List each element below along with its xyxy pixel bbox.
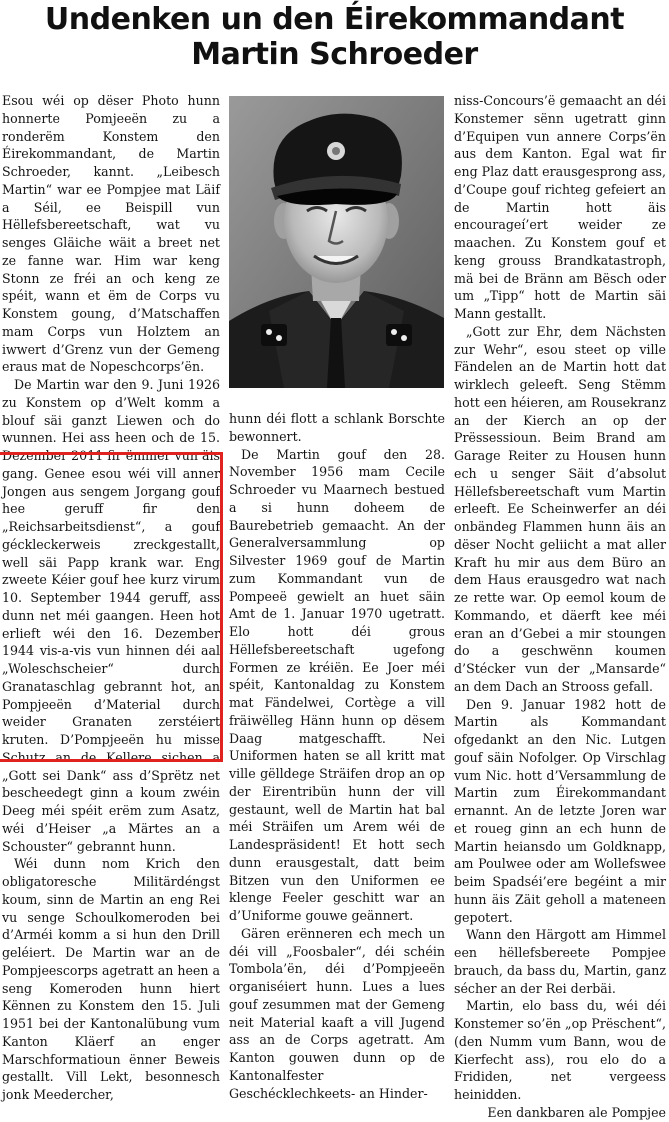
paragraph: Gären erënneren ech mech un déi vill „Foosbaler“, déi schéin Tombola’ën, déi d’Pompjeeën organiséiert hunn. Lues a lues gouf zesummen mat der Gemeng neit Material kaaft a vill Jugend ass an de Corps agetratt. Am Kanton gouwen dunn op de Kantonalfester Geschécklechkeets- an Hinder-	[229, 925, 445, 1101]
headline-line-1: Undenken un den Éirekommandant	[44, 2, 625, 37]
paragraph: De Martin gouf den 28. November 1956 mam Cecile Schroeder vu Maarnech bestued a si hunn doheem de Baurebetrieb gemaacht. An der Generalversammlung op Silvester 1969 gouf de Martin zum Kommandant vun de Pompeeë gewielt an huet säin Amt de 1. Januar 1970 ugetratt. Elo hott déi grous Hëllefsbereetschaft ugefong Formen ze kréiën. Ee Joer méi spéit, Kantonaldag zu Konstem mat Fändelwei, Cortège a vill fräiwëlleg Hänn hunn op dësem Daag matgeschafft. Nei Uniformen haten se all kritt mat ville gëlldege Sträifen drop an op der Eirentribün hunn der vill gestaunt, well de Martin hat bal méi Sträifen um Arem wéi de Landespräsident! Et hott sech dunn erausgestalt, datt beim Bitzen vun den Uniformen ee klenge Feeler geschitt war an d’Uniforme gouwe geännert.	[229, 446, 445, 923]
paragraph: Esou wéi op dëser Photo hunn honnerte Pomjeeën zu a ronderëm Konstem den Éirekommandant, de Martin Schroeder, kannt. „Leibesch Martin“ war ee Pompjee mat Läif a Séil, ee Beispill vun Hëllefsbereetschaft, wat vu senges Gläiche wäit a breet net ze fanne war. Him war keng Stonn ze fréi an och keng ze spéit, wann et ëm de Corps vu Konstem goung, d’Matschaffen mam Corps vun Holztem an iwwert d’Grenz vun der Gemeng eraus mat de Nopeschcorps’ën.	[2, 93, 220, 375]
paragraph: Wann den Härgott am Himmel een hëllefsbereete Pompjee brauch, da bass du, Martin, ganz sécher an der Rei derbäi.	[454, 927, 666, 996]
red-highlight-box	[0, 452, 223, 762]
paragraph: De Martin war den 9. Juni 1926 zu Konstem op d’Welt komm a blouf säi ganzt Liewen och do wunnen. Hei ass heen och de 15. Dezember 2011 fir ëmmer vun äis gang. Genee esou wéi vill anner Jongen aus sengem Jorgang gouf hee geruff fir den „Reichsarbeitsdienst“, a gouf géckleckerweis zreckgestallt, well säi Papp krank war. Eng zweete Kéier gouf hee kurz virum 10. September 1944 geruff, ass dunn net méi gaangen. Heen hot erlieft wéi den 16. Dezember 1944 vis-a-vis vun hinnen déi aal „Woleschscheier“ durch Granataschlag gebrannt hot, an Pompjeeën d’Material durch weider Granaten zerstéiert kruten. D’Pompjeeën hu misse Schutz an de Kellere sichen a „Gott sei Dank“ ass d’Sprëtz net bescheedegt ginn a koum zwéin Deeg méi spéit erëm zum Asatz, wéi d’Heiser „a Märtes an a Schouster“ gebrannt hunn.	[2, 377, 220, 854]
paragraph: hunn déi flott a schlank Borschte bewonnert.	[229, 411, 445, 444]
article-column-3	[454, 92, 666, 1120]
portrait-photo	[229, 96, 444, 388]
paragraph: Martin, elo bass du, wéi déi Konstemer so’ën „op Prëschent“, (den Numm vum Bann, wou de Kierfecht ass), rou elo do a Frididen, net vergeess heinidden.	[454, 998, 666, 1102]
signature-line: Een dankbaren ale Pompjee	[487, 1104, 666, 1120]
paragraph: niss-Concours’ë gemaacht an déi Konstemer sënn ugetratt ginn d’Equipen vun annere Corps’ën aus dem Kanton. Egal wat fir eng Plaz datt erausgesprong ass, d’Coupe gouf richteg gefeiert an de Martin hott äis encourageí’ert weider ze maachen. Zu Konstem gouf et keng grouss Brandkatastroph, mä bei de Bränn am Bësch oder um „Tipp“ hott de Martin säi Mann gestallt.	[454, 93, 666, 321]
headline-line-2: Martin Schroeder	[191, 37, 478, 72]
paragraph: Den 9. Januar 1982 hott de Martin als Kommandant ofgedankt an den Nic. Lutgen gouf säin Nofolger. Op Virschlag vum Nic. hott d’Versammlung de Martin zum Éirekommandant ernannt. An de letzte Joren war et roueg ginn an ech hunn de Martin heiansdo um Goldknapp, am Poulwee oder am Wollefswee beim Spadséi’ere begéint a mir hunn äis Zäit geholl a mateneen gepotert.	[454, 696, 666, 925]
paragraph: „Gott zur Ehr, dem Nächsten zur Wehr“, esou steet op ville Fändelen an de Martin hott dat wirklech geleeft. Seng Stëmm hott een héieren, am Rousekranz an der Kierch an op der Prëssessioun. Beim Brand am Garage Reiter zu Housen hunn ech u senger Säit d’absolut Hëllefsbereetschaft vum Martin erleeft. Ee Scheinwerfer an déi onbändeg Flammen hunn äis an dëser Nocht geliicht a mat aller Kraft hu mir aus dem Büro an dem Haus erausgedro wat nach ze rette war. Op eemol koum de Kommando, et däerft kee méi eran an d’Gebei a mir stoungen do a geschwënn koumen d’Stécker vun der „Mansarde“ an dem Dach an Strooss gefall.	[454, 323, 666, 694]
headline	[0, 2, 669, 72]
article-column-2	[229, 410, 445, 1101]
portrait-icon	[229, 96, 444, 388]
paragraph: Wéi dunn nom Krich den obligatoresche Militärdéngst koum, sinn de Martin an eng Rei vu senge Schoulkomeroden bei d’Arméi komm a si hun den Drill geléiert. De Martin war an de Pompjeescorps agetratt an heen a seng Komeroden hunn hiert Kënnen zu Konstem den 15. Juli 1951 bei der Kantonalübung vum Kanton Kläerf an enger Marschformatioun ënner Beweis gestallt. Vill Lekt, besonnesch jonk Meedercher,	[2, 856, 221, 1102]
